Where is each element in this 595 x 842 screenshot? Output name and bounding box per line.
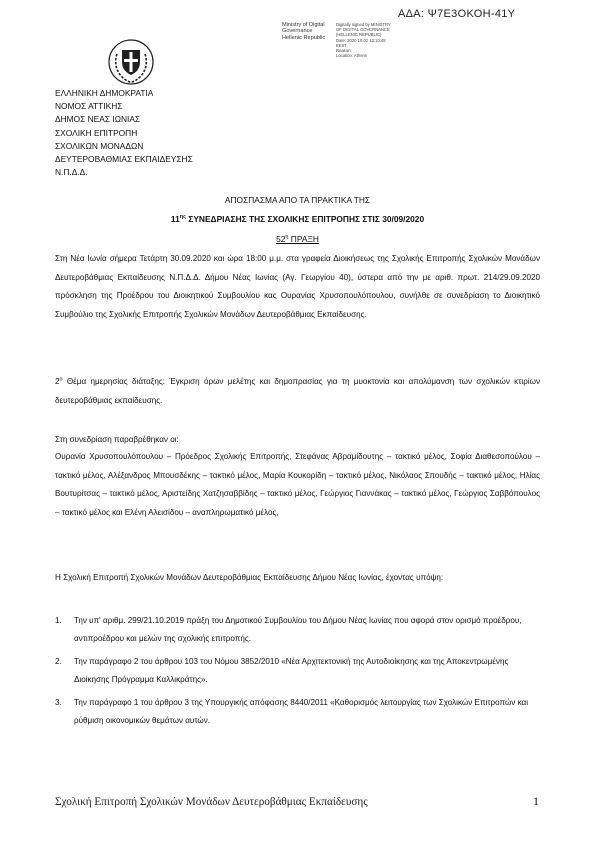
- intro-paragraph: Στη Νέα Ιωνία σήμερα Τετάρτη 30.09.2020 και ώρα 18:00 μ.μ. στα γραφεία Διοικήσεως της Σχολικής Επιτροπής Σχολικών Μονάδων Δευτεροβάθμιας Εκπαίδευσης Ν.Π.Δ.Δ. Δήμου Νέας Ιωνίας (Αγ. Γεωργίου 40), ύστερα από την με αριθ. πρωτ. 214/29.09.2020 πρόσκληση της Προέδρου του Διοικητικού Συμβουλίου κας Ουρανίας Χρυσοπουλόπουλου, συνήλθε σε συνεδρίαση το Διοικητικό Συμβούλιο της Σχολικής Επιτροπής Σχολικών Μονάδων Δευτεροβάθμιας Εκπαίδευσης.: [55, 254, 540, 319]
- considerations-list: [55, 612, 540, 735]
- ada-code: ΑΔΑ: Ψ7Ε3ΟΚΟΗ-41Υ: [398, 8, 516, 20]
- agenda-topic: $2^o$ Θέμα ημερησίας διάταξης: Έγκριση όρων μελέτης και δημοπρασίας για τη μυοκτονία και απολύμανση των σχολικών κτιρίων δευτεροβάθμιας εκπαίδευσης.: [55, 376, 540, 405]
- page-footer: Σχολική Επιτροπή Σχολικών Μονάδων Δευτεροβάθμιας Εκπαίδευσης: [55, 796, 368, 808]
- signature-detail: Location: Athens: [336, 53, 367, 59]
- considering-paragraph: Η Σχολική Επιτροπή Σχολικών Μονάδων Δευτεροβάθμιας Εκπαίδευσης Δήμου Νέας Ιωνίας, έχοντας υπόψη:: [55, 573, 444, 582]
- hellenic-republic-seal-icon: [107, 38, 155, 86]
- issuer-line: ΣΧΟΛΙΚΩΝ ΜΟΝΑΔΩΝ: [55, 140, 144, 151]
- list-item: 1. Την υπ' αριθμ. 299/21.10.2019 πράξη του Δημοτικού Συμβουλίου του Δήμου Νέας Ιωνίας που αφορά στον ορισμό προέδρου, αντιπροέδρου και μελών της σχολικής επιτροπής.: [55, 616, 522, 644]
- signature-line: Hellenic Republic: [282, 34, 326, 41]
- issuer-block: [55, 87, 193, 179]
- issuer-line: ΝΟΜΟΣ ΑΤΤΙΚΗΣ: [55, 101, 123, 112]
- list-item: 2. Την παράγραφο 2 του άρθρου 103 του Νόμου 3852/2010 «Νέα Αρχιτεκτονική της Αυτοδιοίκησης και της Αποκεντρωμένης Διοίκησης Πρόγραμμα Καλλικράτης».: [55, 656, 509, 685]
- signature-line: Governance: [282, 28, 313, 35]
- attendees-list: Ουρανία Χρυσοπουλόπουλου – Πρόεδρος Σχολικής Επιτροπής, Στεφάνας Αβραμίδουτης – τακτικό μέλος, Σοφία Διαθεσοπούλου – τακτικό μέλος, Αλέξανδρος Μπουσδέκης – τακτικό μέλος, Μαρία Κουκορίδη – τακτικό μέλος, Νικόλαος Σπουδής – τακτικό μέλος, Ηλίας Βουτυρίτσας – τακτικό μέλος, Αριστείδης Χατζησαββίδης – τακτικό μέλος, Γεώργιος Γιαννάκας – τακτικό μέλος, Γεώργιος Σαββόπουλος – τακτικό μέλος και Ελένη Αλεισίδου – αναπληρωματικό μέλος,: [55, 452, 540, 517]
- list-item: 3. Την παράγραφο 1 του άρθρου 3 της Υπουργικής απόφασης 8440/2011 «Καθορισμός λειτουργίας των Σχολικών Επιτροπών και ρύθμιση οικονομικών θεμάτων αυτών.: [55, 697, 529, 726]
- issuer-line: ΣΧΟΛΙΚΗ ΕΠΙΤΡΟΠΗ: [55, 127, 138, 138]
- issuer-line: ΔΕΥΤΕΡΟΒΑΘΜΙΑΣ ΕΚΠΑΙΔΕΥΣΗΣ: [55, 154, 193, 165]
- signature-detail: EEST: [336, 42, 347, 48]
- document-title: ΑΠΟΣΠΑΣΜΑ ΑΠΟ ΤΑ ΠΡΑΚΤΙΚΑ ΤΗΣ: [224, 195, 371, 205]
- signature-detail: Reason:: [336, 48, 352, 54]
- digital-signature-issuer: [282, 22, 325, 41]
- signature-detail: Digitally signed by MINISTRY: [336, 22, 391, 27]
- attendees-intro: Στη συνεδρίαση παραβρέθηκαν οι:: [55, 435, 179, 444]
- issuer-line: Ν.Π.Δ.Δ.: [55, 167, 88, 178]
- digital-signature-details: [336, 22, 396, 58]
- issuer-line: ΕΛΛΗΝΙΚΗ ΔΗΜΟΚΡΑΤΙΑ: [55, 88, 154, 98]
- act-number: $52^\eta$ ΠΡΑΞΗ: [276, 234, 319, 244]
- session-title: $11^{\eta\varsigma}$ ΣΥΝΕΔΡΙΑΣΗΣ ΤΗΣ ΣΧΟΛΙΚΗΣ ΕΠΙΤΡΟΠΗΣ ΣΤΙΣ 30/09/2020: [170, 214, 425, 224]
- signature-detail: OF DIGITAL GOVERNANCE: [336, 27, 390, 33]
- page-number: 1: [533, 794, 539, 808]
- signature-detail: Date: 2020.10.02 13:10:48: [336, 37, 386, 43]
- signature-line: Ministry of Digital: [282, 22, 325, 28]
- issuer-line: ΔΗΜΟΣ ΝΕΑΣ ΙΩΝΙΑΣ: [55, 114, 141, 125]
- signature-detail: (HELLENIC REPUBLIC): [336, 32, 382, 38]
